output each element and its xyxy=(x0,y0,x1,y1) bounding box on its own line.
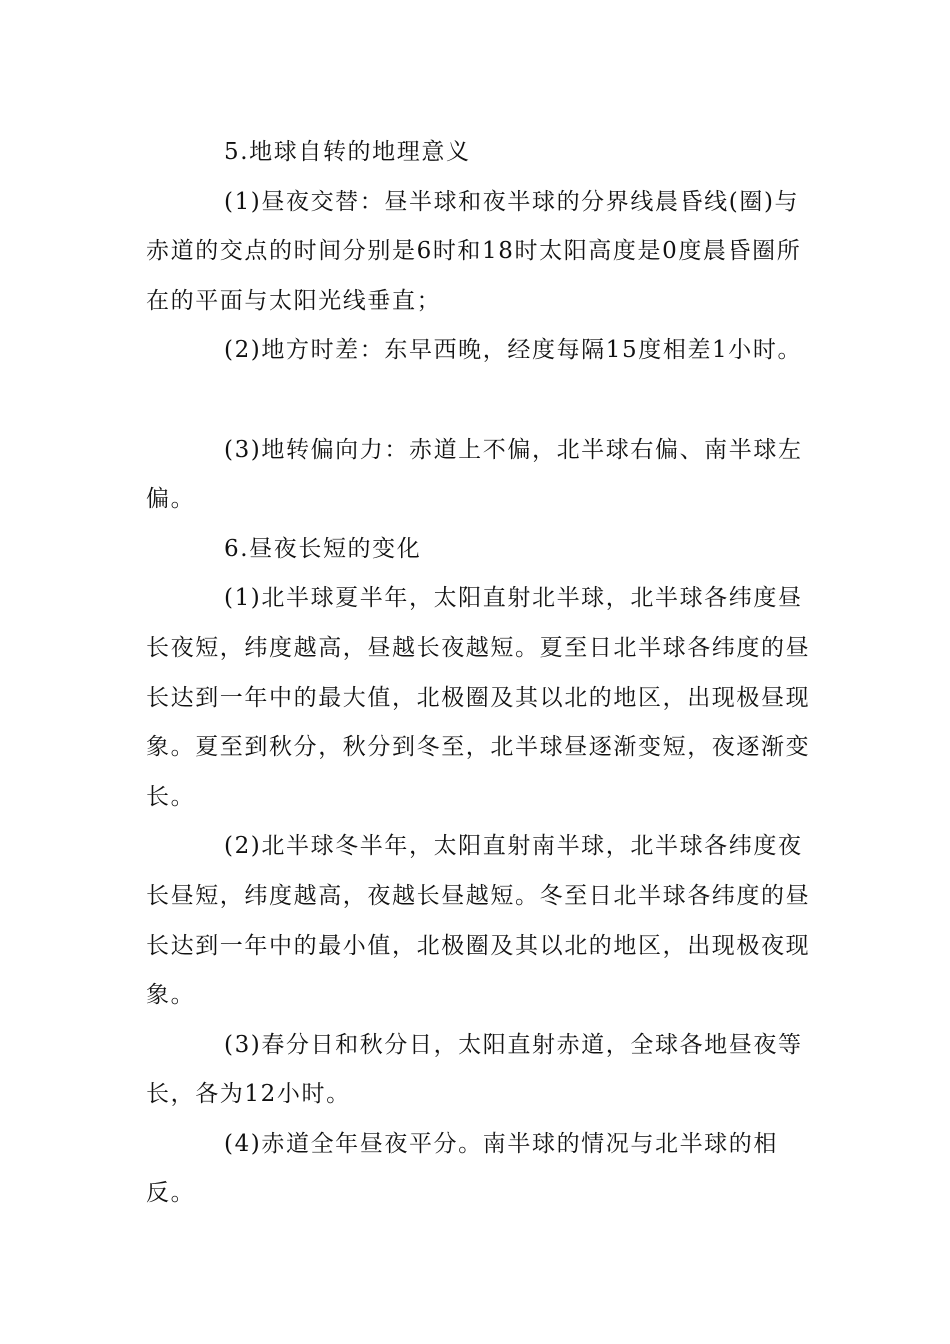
paragraph-coriolis-force: (3)地转偏向力：赤道上不偏，北半球右偏、南半球左偏。 xyxy=(146,436,803,513)
paragraph-northern-winter: (2)北半球冬半年，太阳直射南半球，北半球各纬度夜长昼短，纬度越高，夜越长昼越短。冬至日北半球各纬度的昼长达到一年中的最小值，北极圈及其以北的地区，出现极夜现象。 xyxy=(146,833,811,1009)
blank-line xyxy=(146,376,816,426)
document-body xyxy=(146,128,816,1219)
heading-day-length-change: 6.昼夜长短的变化 xyxy=(224,535,422,562)
paragraph-equinox: (3)春分日和秋分日，太阳直射赤道，全球各地昼夜等长，各为12小时。 xyxy=(146,1031,803,1108)
heading-earth-rotation: 5.地球自转的地理意义 xyxy=(224,139,471,165)
paragraph-equator-southern: (4)赤道全年昼夜平分。南半球的情况与北半球的相反。 xyxy=(146,1130,778,1207)
paragraph-day-night-alternation: (1)昼夜交替：昼半球和夜半球的分界线晨昏线(圈)与赤道的交点的时间分别是6时和18时太阳高度是0度晨昏圈所在的平面与太阳光线垂直； xyxy=(146,188,802,314)
paragraph-northern-summer: (1)北半球夏半年，太阳直射北半球，北半球各纬度昼长夜短，纬度越高，昼越长夜越短。夏至日北半球各纬度的昼长达到一年中的最大值，北极圈及其以北的地区，出现极昼现象。夏至到秋分，秋分到冬至，北半球昼逐渐变短，夜逐渐变长。 xyxy=(146,585,811,810)
paragraph-local-time-difference: (2)地方时差：东早西晚，经度每隔15度相差1小时。 xyxy=(224,337,803,364)
